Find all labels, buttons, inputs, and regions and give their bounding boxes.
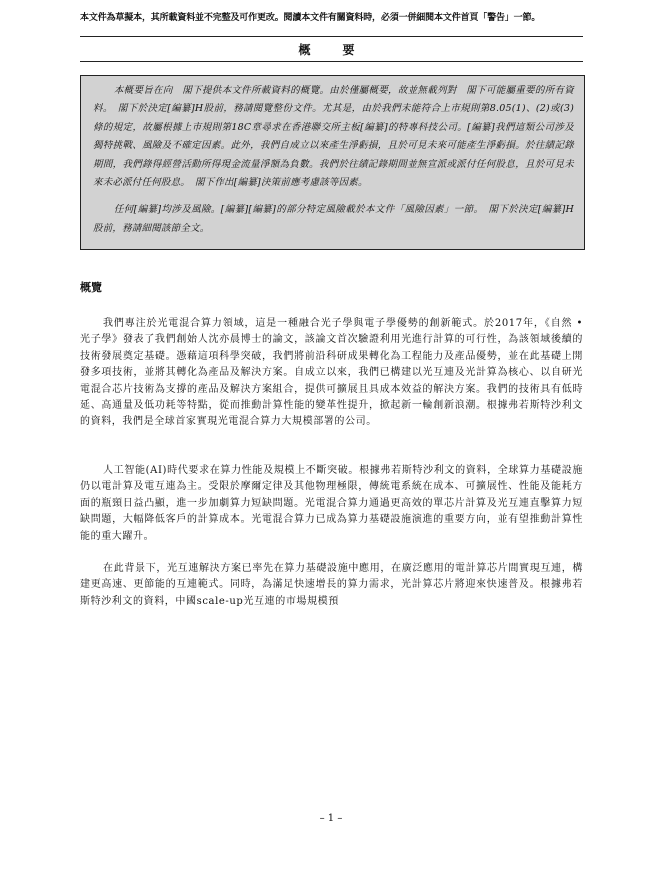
page-number: – 1 – xyxy=(319,813,343,824)
warning-paragraph: 本概要旨在向 閣下提供本文件所載資料的概覽。由於僅屬概要，故並無載列對 閣下可能屬重要的所有資料。 閣下於決定[編纂]H股前，務請閱覽整份文件。尤其是，由於我們未能符合上市規則第8.05(1)、(2)或(3)條的規定，故屬根據上市規則第18C章尋求在香港聯交所主板[編纂]的特專科技公司。[編纂]我們這類公司涉及獨特挑戰、風險及不確定因素。此外，我們自成立以來產生淨虧損，且於可見未來可能產生淨虧損。於往績記錄期間，我們錄得經營活動所得現金流量淨額為負數。我們於往績記錄期間並無宣派或派付任何股息，且於可見未來未必派付任何股息。 閣下作出[編纂]決策前應考慮該等因素。 xyxy=(93,85,574,189)
body-paragraph xyxy=(80,463,583,545)
summary-warning-box xyxy=(80,75,585,250)
body-paragraph xyxy=(80,561,583,610)
section-heading: 概覽 xyxy=(80,281,102,294)
body-paragraph xyxy=(80,316,583,431)
body-paragraph-text: 人工智能(AI)時代要求在算力性能及規模上不斷突破。根據弗若斯特沙利文的資料，全球算力基礎設施仍以電計算及電互連為主。受限於摩爾定律及其他物理極限，傳統電系統在成本、可擴展性、性能及能耗方面的瓶頸日益凸顯，進一步加劇算力短缺問題。光電混合算力通過更高效的單芯片計算及光互連直擊算力短缺問題，大幅降低客戶的計算成本。光電混合算力已成為算力基礎設施演進的重要方向，並有望推動計算性能的重大躍升。 xyxy=(80,465,583,542)
page-title: 概 要 xyxy=(298,43,365,57)
title-bottom-rule xyxy=(80,61,583,62)
body-paragraph-text: 在此背景下，光互連解決方案已率先在算力基礎設施中應用，在廣泛應用的電計算芯片間實現互連，構建更高速、更節能的互連範式。同時，為滿足快速增長的算力需求，光計算芯片將迎來快速普及。根據弗若斯特沙利文的資料，中國scale-up光互連的市場規模預 xyxy=(80,563,583,607)
body-paragraph-text: 我們專注於光電混合算力領域，這是一種融合光子學與電子學優勢的創新範式。於2017年，《自然 • 光子學》發表了我們創始人沈亦晨博士的論文，該論文首次驗證利用光進行計算的可行性，為該領域後續的技術發展奠定基礎。憑藉這項科學突破，我們將前沿科研成果轉化為工程能力及產品優勢，並在此基礎上開發多項技術，並將其轉化為產品及解決方案。自成立以來，我們已構建以光互連及光計算為核心、以自研光電混合芯片技術為支撐的產品及解決方案組合，提供可擴展且具成本效益的解決方案。我們的技術具有低時延、高通量及低功耗等特點，從而推動計算性能的變革性提升，掀起新一輪創新浪潮。根據弗若斯特沙利文的資料，我們是全球首家實現光電混合算力大規模部署的公司。 xyxy=(80,318,583,428)
warning-paragraph: 任何[編纂]均涉及風險。[編纂][編纂]的部分特定風險載於本文件「風險因素」一節。 閣下於決定[編纂]H股前，務請細閱該節全文。 xyxy=(93,204,574,234)
draft-notice: 本文件為草擬本，其所載資料並不完整及可作更改。閱讀本文件有關資料時，必須一併細閱本文件首頁「警告」一節。 xyxy=(80,13,541,23)
title-top-rule xyxy=(80,36,583,37)
